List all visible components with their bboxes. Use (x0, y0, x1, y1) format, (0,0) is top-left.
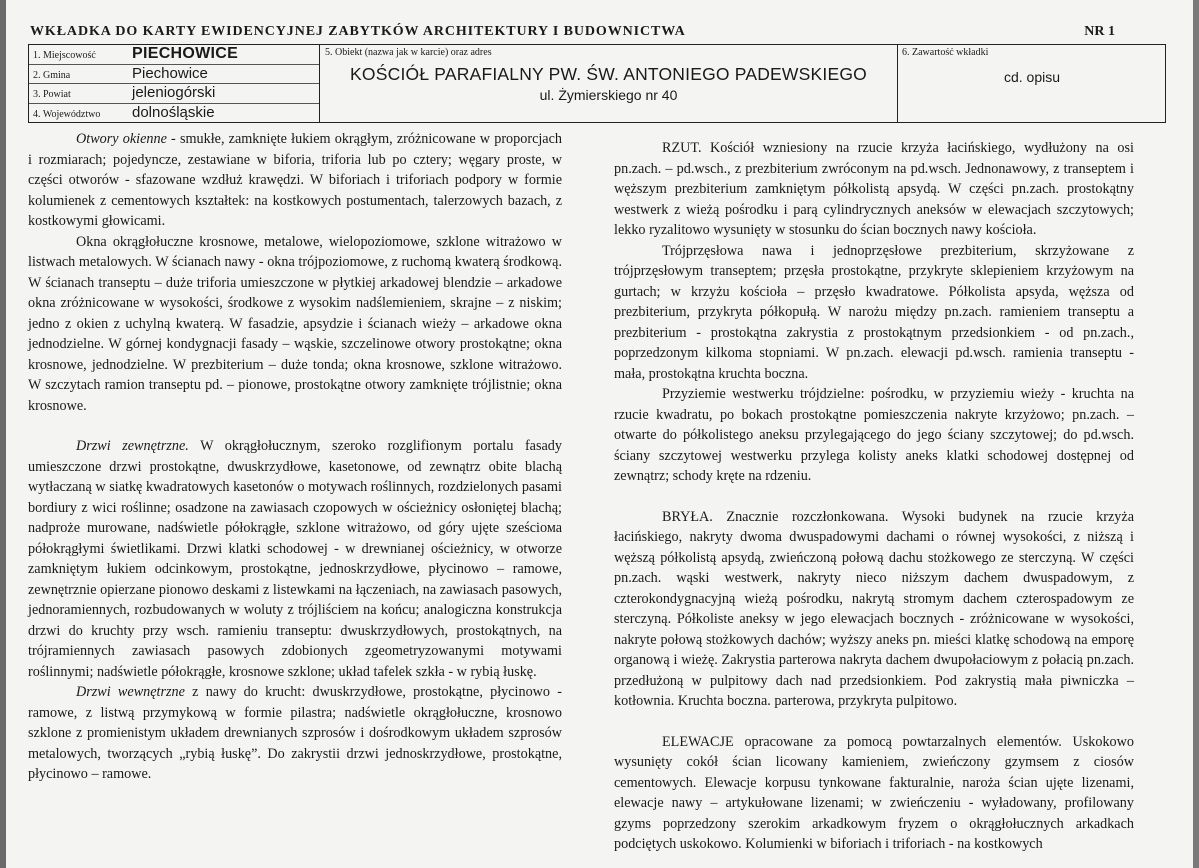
field-voivodeship-label: 4. Województwo (33, 108, 101, 120)
paragraph-window-openings (28, 129, 562, 232)
paragraph-text: z nawy do krucht: dwuskrzydłowe, prostokątne, płycinowo - ramowe, z listwą przymykową w formie pilastra; nadświetle okrągłołuczne, krosnowo szklone z promienistym układem drewnianych szprosów i dośrodkowym układem szprosów metalowych, tworzących „rybią łuskę”. Do zakrystii drzwi jednoskrzydłowe, prostokątne, płycinowo – ramowe. (28, 684, 562, 782)
object-label: 5. Obiekt (nazwa jak w karcie) oraz adres (325, 47, 492, 58)
object-address: ul. Żymierskiego nr 40 (539, 87, 678, 103)
object-name: KOŚCIÓŁ PARAFIALNY PW. ŚW. ANTONIEGO PADEWSKIEGO (350, 64, 867, 84)
content-label: 6. Zawartość wkładki (902, 47, 989, 58)
paragraph-text: - smukłe, zamknięte łukiem okrągłym, zróżnicowane w proporcjach i rozmiarach; pojedyncze, zestawiane w biforia, triforia lub po cztery; węgary proste, w części otworów - sfazowane wzdłuż krawędzi. W biforiach i triforiach podpory w formie kolumienek z cementowych kształtek: na kostkowych postumentach, talerzowych bazach, z kostkowymi głowicami. (28, 131, 562, 229)
paragraph-plan: RZUT. Kościół wzniesiony na rzucie krzyża łacińskiego, wydłużony na osi pn.zach. – pd.wsch., z prezbiterium zwróconym na pd.wsch. Jednonawowy, z transeptem i węższym prezbiterium zamkniętym półkolistą apsydą. W części pn.zach. prostokątny westwerk z wieżą pośrodku i parą cylindrycznych aneksów w elewacjach szczytowych; lekko ryzalitowo wysunięty w stosunku do ścian bocznych nawy kościoła. (614, 140, 1134, 238)
paragraph-lead: Otwory okienne (76, 131, 167, 147)
paragraph-lead: Drzwi wewnętrzne (76, 684, 185, 700)
paragraph-text: W okrągłołucznym, szeroko rozglifionym portalu fasady umieszczone drzwi prostokątne, dwuskrzydłowe, kasetonowe, od zewnątrz obite blachą wytłaczaną w siatkę kwadratowych kasetonów o motywach roślinnych, rozdzielonych pasami bordiury z wici roślinne; osadzone na zawiasach czopowych w ościeżnicy osłoniętej blachą; nadproże murowane, nadświetle półokrągłe, szklone witrażowo, od góry ujęte sześciома półokrągłymi świetlikami. Drzwi klatki schodowej - w drewnianej ościeżnicy, w otworze zamkniętym łukiem odcinkowym, prostokątne, jednoskrzydłowe, płycinowo – ramowe, zewnętrznie opierzane pionowo deskami z listewkami na łączeniach, na zawiasach pasowych, jednoramiennych, rozbudowanych w woluty z trójliściem na końcu; analogiczna konstrukcja drzwi do kruchty przy wsch. ramieniu transeptu: dwuskrzydłowych, prostokątnych, na trójramiennych zawiasach pasowych zdobionych zgeometryzowanymi motywami roślinnymi; nadświetle półokrągłe, krosnowe szklone; układ tafelek szkła - w rybią łuskę. (28, 438, 562, 680)
field-county-label: 3. Powiat (33, 89, 71, 100)
field-county (29, 84, 319, 104)
paragraph-interior-doors (28, 682, 562, 785)
field-town-value: PIECHOWICE (132, 45, 239, 62)
field-town-label: 1. Miejscowość (33, 50, 96, 61)
field-voivodeship (29, 104, 319, 124)
scan-edge-right (1193, 0, 1199, 868)
paragraph-westwork: Przyziemie westwerku trójdzielne: pośrodku, w przyziemiu wieży - kruchta na rzucie kwadratu, po bokach prostokątne pomieszczenia nakryte krzyżowo; pn.zach. – otwarte do półkolistego aneksu przylegającego do jego ściany szczytowej; do pd.wsch. ściany szczytowej westwerku przylega kolisty aneks klatki schodowej dostępnej od zewnątrz; schody kręte na rdzeniu. (614, 386, 1134, 484)
field-commune-value: Piechowice (132, 64, 208, 82)
field-voivodeship-value: dolnośląskie (132, 103, 215, 121)
field-commune-label: 2. Gmina (33, 69, 71, 81)
header-table (28, 44, 1166, 123)
paragraph-elevations: ELEWACJE opracowane za pomocą powtarzalnych elementów. Uskokowo wysunięty cokół ścian licowany kamieniem, zwieńczony gzymsem z ciosów cementowych. Elewacje korpusu tynkowane fakturalnie, naroża ścian ujęte lizenami, elewacje nawy – artykułowane lizenami; w zwieńczeniu - wyładowany, profilowany gzyms poprzedzony szerokim arkadkowym fryzem o okrągłołucznych arkadkach podciętych uskokowo. Kolumienki w biforiach i triforiach - na kostkowych (614, 733, 1134, 852)
paragraph-exterior-doors (28, 436, 562, 682)
paragraph-lead: Drzwi zewnętrzne. (76, 438, 189, 454)
field-commune (29, 65, 319, 85)
field-town (29, 45, 319, 65)
card-title: WKŁADKA DO KARTY EWIDENCYJNEJ ZABYTKÓW ARCHITEKTURY I BUDOWNICTWA (30, 24, 686, 39)
card-number: NR 1 (1084, 24, 1115, 39)
paragraph-text: Okna okrągłołuczne krosnowe, metalowe, wielopoziomowe, szklone witrażowo w listwach metalowych. W ścianach nawy - okna trójpoziomowe, z ruchomą kwaterą środkową. W ścianach transeptu – duże triforia umieszczone w płytkiej arkadowej blendzie – arkadowe okna zróżnicowane w wysokości, środkowe z wysokim nadślemieniem, skrajne – z niskim; jedno z okien z uchylną kwaterą. W fasadzie, apsydzie i ścianach wieży – arkadowe okna jednodzielne. W górnej kondygnacji fasady – wąskie, szczelinowe otwory prostokątne; okna krosnowe, jednodzielne. W prezbiterium – duże tonda; okna krosnowe, szklone witrażowo. W szczytach ramion transeptu pd. – pionowe, prostokątne otwory zamknięte trójlistnie; okna krosnowe. (28, 233, 562, 414)
scan-edge-left (0, 0, 6, 868)
content-value: cd. opisu (1003, 69, 1061, 85)
right-text-column (614, 138, 1134, 855)
left-text-column (28, 129, 562, 785)
field-county-value: jeleniogórski (132, 84, 216, 101)
paragraph-massing: BRYŁA. Znacznie rozczłonkowana. Wysoki budynek na rzucie krzyża łacińskiego, nakryty dwoma dwuspadowymi dachami o równej wysokości, z niższą i węższą półkolistą apsydą, zwieńczoną połową dachu stożkowego ze sterczyną. W części pn.zach. wąski westwerk, nakryty nieco niższym dachem dwuspadowym, z czterokondygnacyjną wieżą pośrodku, nakrytą stromym dachem czterospadowym ze sterczyną. Półkoliste aneksy w jego elewacjach bocznych - zróżnicowane w wysokości, nakryte połową stożkowych dachów; wyższy aneks pn. mieści klatkę schodową na emporę organową i wieżę. Zakrystia parterowa nakryta dachem dwupołaciowym z połacią pn.zach. przedłużoną w pulpitowy dach nad przedsionkiem. Pod zakrystią mała piwniczka – kotłownia. Kruchta boczna. parterowa, przykryta pulpitowo. (614, 508, 1134, 709)
paragraph-nave: Trójprzęsłowa nawa i jednoprzęsłowe prezbiterium, skrzyżowane z trójprzęsłowym transeptem; przęsła prostokątne, przykryte sklepieniem krzyżowym na gurtach; w krzyżu kościoła – przęsło kwadratowe. Półkolista apsyda, węższa od prezbiterium, przykryta półkopułą. W narożu między pn.zach. ramieniem transeptu a prezbiterium - prostokątna zakrystia z prostokątnym przedsionkiem - od pn.zach., poprzedzonym kilkoma stopniami. W pn.zach. elewacji pd.wsch. ramienia transeptu - mała, prostokątna kruchta boczna. (614, 242, 1134, 382)
paragraph-windows (28, 232, 562, 417)
